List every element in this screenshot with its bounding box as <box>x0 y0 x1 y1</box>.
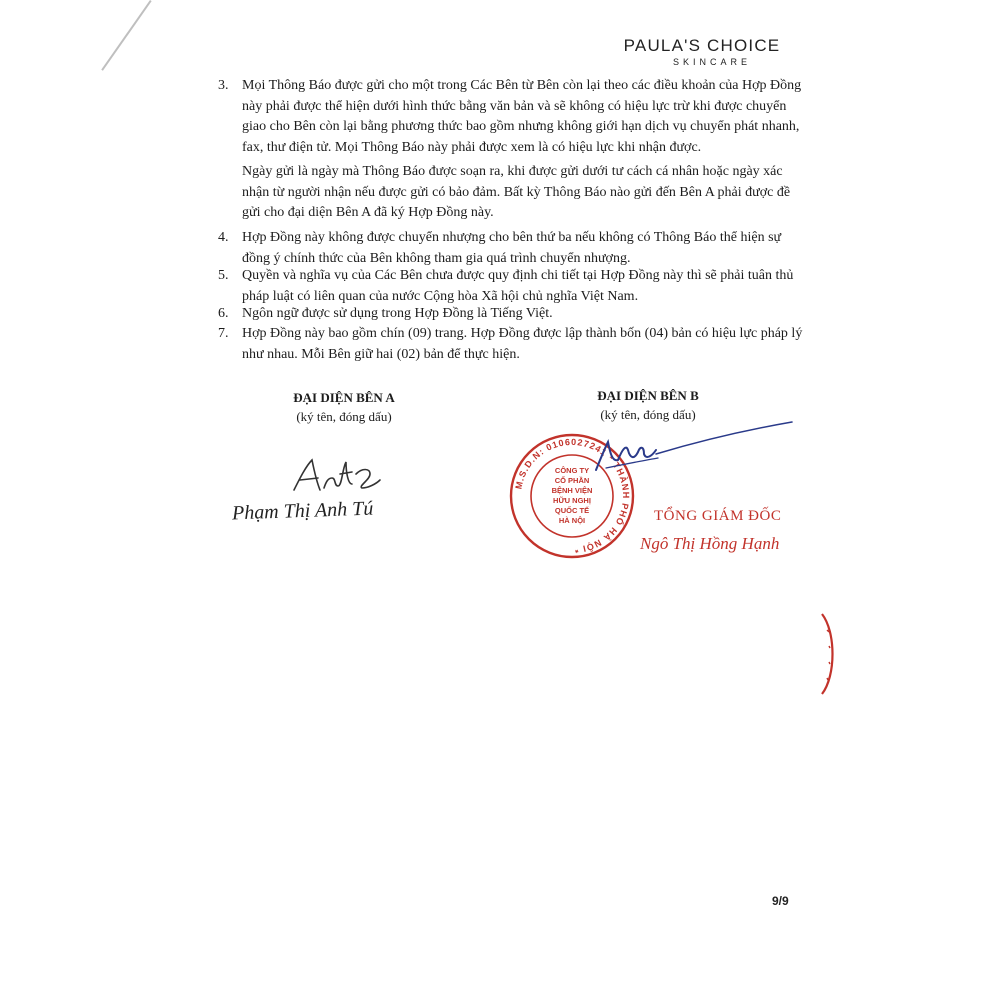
clause-number: 5. <box>218 268 229 283</box>
clause-6 <box>218 304 808 325</box>
party-a-title: ĐẠI DIỆN BÊN A <box>293 390 395 405</box>
svg-text:HỮU NGHỊ: HỮU NGHỊ <box>553 496 591 505</box>
clause-text: Mọi Thông Báo được gửi cho một trong Các Bên từ Bên còn lại theo các điều khoản của Hợp Đồng này phải được thể hiện dưới hình thức bằng văn bản và sẽ không có hiệu lực trừ khi được chuyển giao cho Bên còn lại bằng phương thức bao gồm nhưng không giới hạn dịch vụ chuyển phát nhanh, fax, thư điện tử. Mọi Thông Báo này phải được xem là có hiệu lực khi nhận được. <box>242 78 802 155</box>
party-b-position: TỔNG GIÁM ĐỐC <box>654 508 782 524</box>
party-b-signature-block <box>582 386 714 424</box>
clause-text: Quyền và nghĩa vụ của Các Bên chưa được quy định chi tiết tại Hợp Đồng này thì sẽ phải tuân thủ pháp luật có liên quan của nước Cộng hòa Xã hội chủ nghĩa Việt Nam. <box>242 268 794 304</box>
clause-number: 4. <box>218 230 229 245</box>
svg-text:M.S.D.N: 0106027241 * THÀNH PH: M.S.D.N: 0106027241 * THÀNH PHỐ HÀ NỘI * <box>513 436 632 556</box>
clause-3 <box>218 76 808 158</box>
logo-subtitle: SKINCARE <box>672 57 751 67</box>
clause-3-paragraph-2: Ngày gửi là ngày mà Thông Báo được soạn ra, khi được gửi dưới tư cách cá nhân hoặc ngày xác nhận từ người nhận nếu được gửi có bảo đảm. Bất kỳ Thông Báo nào gửi đến Bên A phải được đề gửi cho đại diện Bên A đã ký Hợp Đồng này. <box>242 164 791 220</box>
clause-text: Ngôn ngữ được sử dụng trong Hợp Đồng là Tiếng Việt. <box>242 306 553 321</box>
edge-stamp-fragment <box>818 612 840 696</box>
svg-text:CỔ PHẦN: CỔ PHẦN <box>554 476 590 485</box>
svg-text:BỆNH VIỆN: BỆNH VIỆN <box>551 486 593 495</box>
party-a-name: Phạm Thị Anh Tú <box>231 497 374 525</box>
svg-text:HÀ NỘI: HÀ NỘI <box>558 516 586 525</box>
clause-7 <box>218 324 808 365</box>
logo-brand: PAULA'S CHOICE <box>623 36 781 55</box>
party-b-title: ĐẠI DIỆN BÊN B <box>597 388 699 403</box>
clause-4 <box>218 228 808 269</box>
clause-number: 6. <box>218 306 229 321</box>
clause-number: 3. <box>218 78 229 93</box>
party-b-signature <box>566 420 796 490</box>
paulas-choice-logo <box>614 36 790 67</box>
party-b-name: Ngô Thị Hồng Hạnh <box>640 534 780 553</box>
svg-text:QUỐC TẾ: QUỐC TẾ <box>554 506 590 515</box>
clause-number: 7. <box>218 326 229 341</box>
party-a-note: (ký tên, đóng dấu) <box>296 409 392 424</box>
clause-text: Hợp Đồng này bao gồm chín (09) trang. Hợp Đồng được lập thành bốn (04) bản có hiệu lực pháp lý như nhau. Mỗi Bên giữ hai (02) bản để thực hiện. <box>242 326 803 362</box>
party-a-signature-block <box>278 388 410 426</box>
clause-5 <box>218 266 808 307</box>
page-number: 9/9 <box>772 894 789 908</box>
clause-text: Hợp Đồng này không được chuyển nhượng cho bên thứ ba nếu không có Thông Báo thể hiện sự đồng ý chính thức của Bên không tham gia quá trình chuyển nhượng. <box>242 230 782 266</box>
party-a-signature <box>290 456 386 496</box>
svg-text:CÔNG TY: CÔNG TY <box>554 466 590 475</box>
scan-artifact-line <box>101 0 151 71</box>
party-b-note: (ký tên, đóng dấu) <box>600 407 696 422</box>
